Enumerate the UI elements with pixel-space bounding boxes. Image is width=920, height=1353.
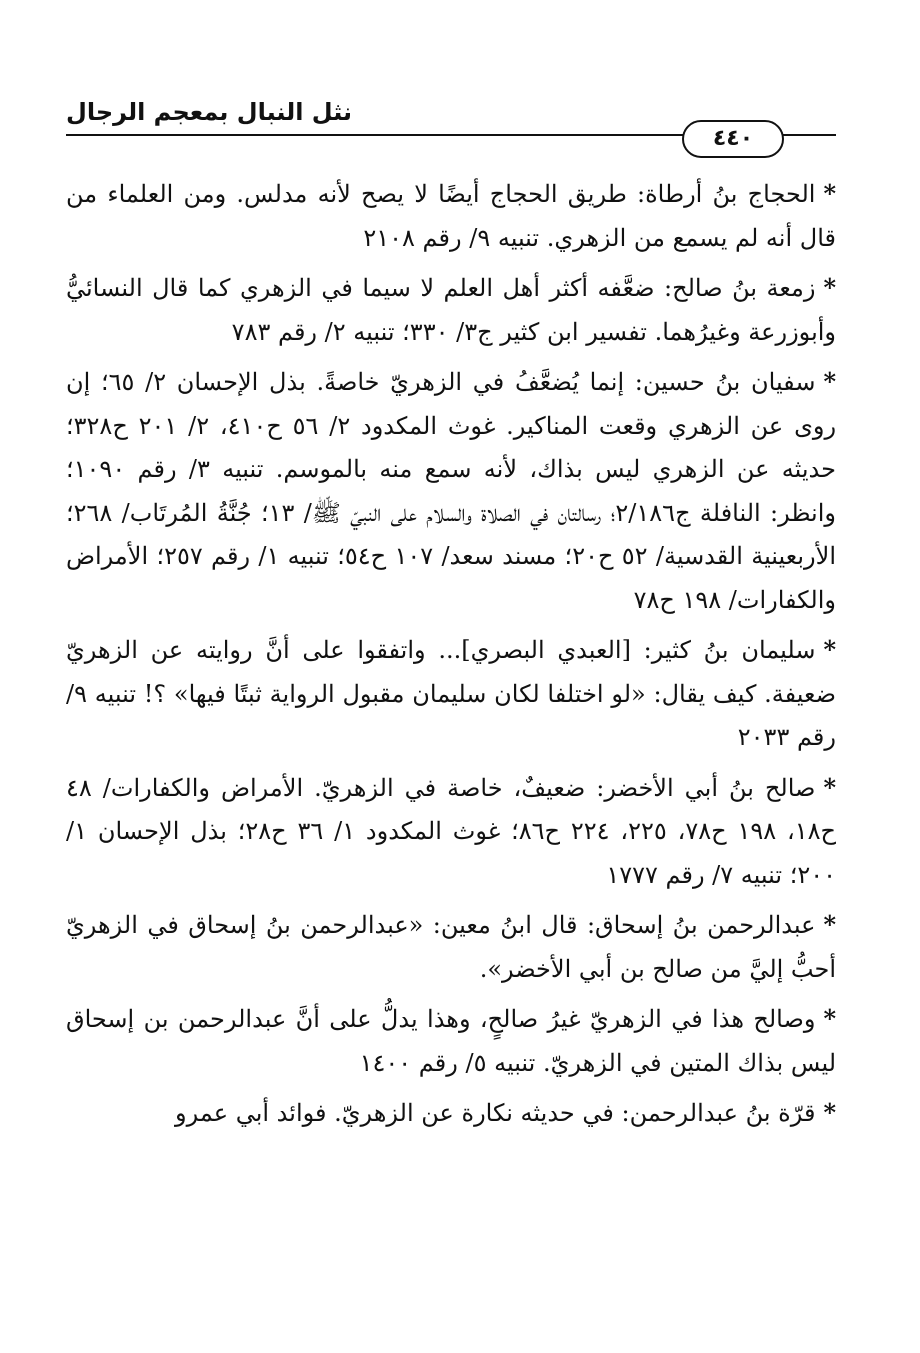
entry-text: الحجاج بنُ أرطاة: طريق الحجاج أيضًا لا يصح لأنه مدلس. ومن العلماء من قال أنه لم يسمع من الزهري. تنبيه ٩/ رقم ٢١٠٨ [66,180,836,252]
star-marker: * [823,273,836,302]
entry-text: صالح بنُ أبي الأخضر: ضعيفٌ، خاصة في الزهريّ. الأمراض والكفارات/ ٤٨ ح١٨، ١٩٨ ح٧٨، ٢٢٥، ٢٢٤ ح٨٦؛ غوث المكدود ١/ ٣٦ ح٢٨؛ بذل الإحسان ١/ ٢٠٠؛ تنبيه ٧/ رقم ١٧٧٧ [66,773,837,889]
entry-sufyan [66,360,836,622]
star-marker: * [823,1004,836,1033]
page-body [66,172,836,1142]
entry-text: عبدالرحمن بنُ إسحاق: قال ابنُ معين: «عبدالرحمن بنُ إسحاق في الزهريّ أحبُّ إليَّ من صالح بن أبي الأخضر». [66,911,836,983]
star-marker: * [823,910,837,939]
book-title: نثل النبال بمعجم الرجال [66,98,353,126]
entry-text: سليمان بنُ كثير: [العبدي البصري]... واتفقوا على أنَّ روايته عن الزهريّ ضعيفة. كيف يقال: «لو اختلفا لكان سليمان مقبول الرواية ثبتًا فيها» ؟! تنبيه ٩/ رقم ٢٠٣٣ [66,636,836,751]
entry-text: زمعة بنُ صالح: ضعَّفه أكثر أهل العلم لا سيما في الزهري كما قال النسائيُّ وأبوزرعة وغيرُهما. تفسير ابن كثير ج٣/ ٣٣٠؛ تنبيه ٢/ رقم ٧٨٣ [66,274,836,346]
entry-qurra [66,1091,836,1136]
entry-sulayman [66,628,836,760]
entry-text: سفيان بنُ حسين: إنما يُضعَّفُ في الزهريّ خاصةً. بذل الإحسان ٢/ ٦٥؛ إن روى عن الزهري وقعت المناكير. غوث المكدود ٢/ ٥٦ ح٤١٠، ٢/ ٢٠١ ح٣٢٨؛ حديثه عن الزهري ليس بذاك، لأنه سمع منه بالموسم. تنبيه ٣/ رقم ١٠٩٠؛ وانظر: النافلة ج٢/١٨٦؛ رسالتان في الصلاة والسلام على النبيّ ﷺ/ ١٣؛ جُنَّةُ المُرتَاب/ ٢٦٨؛ الأربعينية القدسية/ ٥٢ ح٢٠؛ مسند سعد/ ١٠٧ ح٥٤؛ تنبيه ١/ رقم ٢٥٧؛ الأمراض والكفارات/ ١٩٨ ح٧٨ [66,368,837,614]
star-marker: * [823,772,836,802]
entry-text: قرّة بنُ عبدالرحمن: في حديثه نكارة عن الزهريّ. فوائد أبي عمرو [175,1099,816,1127]
star-marker: * [823,367,836,396]
star-marker: * [823,1098,836,1127]
star-marker: * [823,179,836,208]
page-number: ٤٤٠ [682,120,784,158]
entry-abdulrahman [66,903,836,991]
star-marker: * [823,635,836,664]
entry-zamaa [66,266,836,354]
entry-text: وصالح هذا في الزهريّ غيرُ صالحٍ، وهذا يدلُّ على أنَّ عبدالرحمن بن إسحاق ليس بذاك المتين في الزهريّ. تنبيه ٥/ رقم ١٤٠٠ [66,1005,836,1077]
entry-salih [66,766,836,898]
entry-hajjaj [66,172,836,260]
entry-salih-note [66,997,836,1085]
